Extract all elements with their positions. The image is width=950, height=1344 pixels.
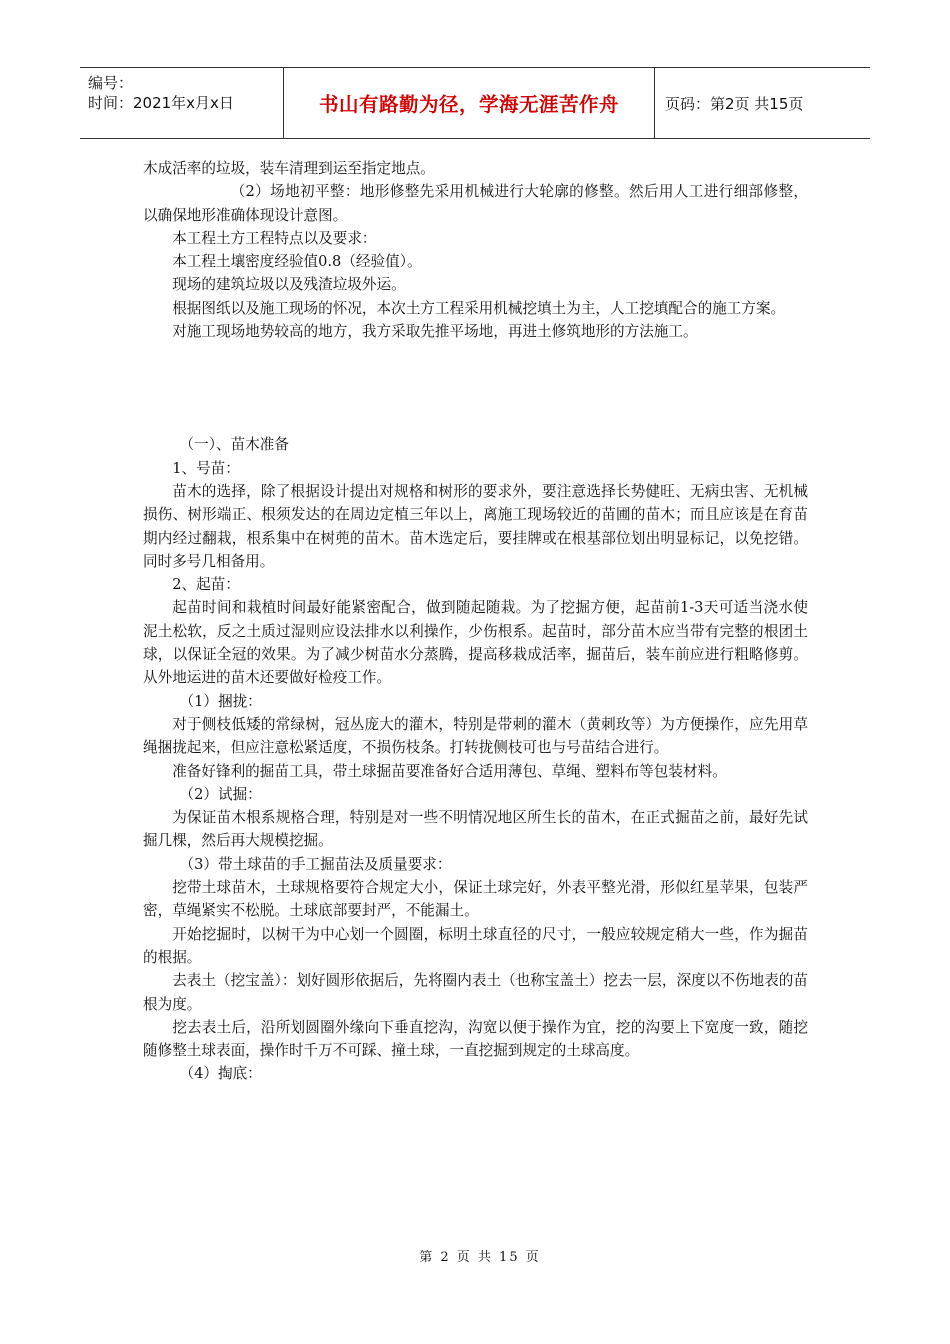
header-page-cell xyxy=(655,68,870,138)
paragraph: 现场的建筑垃圾以及残渣垃圾外运。 xyxy=(172,276,406,294)
paragraph: 根据图纸以及施工现场的怀况，本次土方工程采用机械挖填土为主，人工挖填配合的施工方案。 xyxy=(172,299,786,317)
subheading: （1）捆拢： xyxy=(179,692,262,710)
paragraph: 对施工现场地势较高的地方，我方采取先推平场地，再进土修筑地形的方法施工。 xyxy=(172,323,698,341)
header-page-info: 页码：第2页 共15页 xyxy=(665,94,804,113)
section-heading: （一）、苗木准备 xyxy=(179,436,289,454)
document-code-label: 编号： xyxy=(88,74,134,92)
subheading: 2、起苗： xyxy=(172,576,240,594)
paragraph: （2）场地初平整：地形修整先采用机械进行大轮廓的修整。然后用人工进行细部修整，以确保地形准确体现设计意图。 xyxy=(143,183,808,224)
subheading: （4）掏底： xyxy=(179,1065,262,1083)
paragraph: 本工程土方工程特点以及要求： xyxy=(172,229,377,247)
footer-page-number: 第 2 页 共 15 页 xyxy=(419,1250,541,1265)
paragraph: 苗木的选择，除了根据设计提出对规格和树形的要求外，要注意选择长势健旺、无病虫害、无机械损伤、树形端正、根须发达的在周边定植三年以上，离施工现场较近的苗圃的苗木；而且应该是在育苗期内经过翻栽，根系集中在树蔸的苗木。苗木选定后，要挂牌或在根基部位划出明显标记，以免挖错。同时多号几相备用。 xyxy=(143,482,808,570)
paragraph: 本工程土壤密度经验值0.8（经验值）。 xyxy=(172,253,422,271)
paragraph: 木成活率的垃圾，装车清理到运至指定地点。 xyxy=(143,160,435,177)
paragraph: 挖去表土后，沿所划圆圈外缘向下垂直挖沟，沟宽以便于操作为宜，挖的沟要上下宽度一致，随挖随修整土球表面，操作时千万不可踩、撞土球，一直挖掘到规定的土球高度。 xyxy=(143,1018,808,1060)
document-date: 时间：2021年x月x日 xyxy=(88,94,234,112)
paragraph: 去表土（挖宝盖）：划好圆形依据后，先将圈内表土（也称宝盖土）挖去一层，深度以不伤地表的苗根为度。 xyxy=(143,972,808,1013)
paragraph: 对于侧枝低矮的常绿树，冠丛庞大的灌木，特别是带刺的灌木（黄刺玫等）为方便操作，应先用草绳捆拢起来，但应注意松紧适度，不损伤枝条。打转拢侧枝可也与号苗结合进行。 xyxy=(143,715,808,757)
subheading: 1、号苗： xyxy=(172,459,240,477)
paragraph: 开始挖掘时，以树干为中心划一个圆圈，标明土球直径的尺寸，一般应较规定稍大一些，作为掘苗的根据。 xyxy=(143,925,808,966)
paragraph: 起苗时间和栽植时间最好能紧密配合，做到随起随栽。为了挖掘方便，起苗前1-3天可适当浇水使泥土松软，反之土质过湿则应设法排水以利操作，少伤根系。起苗时，部分苗木应当带有完整的根团土球，以保证全冠的效果。为了减少树苗水分蒸腾，提高移栽成活率，掘苗后，装车前应进行粗略修剪。从外地运进的苗木还要做好检疫工作。 xyxy=(143,599,808,687)
subheading: （2）试掘： xyxy=(179,785,262,803)
subheading: （3）带土球苗的手工掘苗法及质量要求： xyxy=(179,855,452,873)
header-motto: 书山有路勤为径，学海无涯苦作舟 xyxy=(318,93,619,116)
paragraph: 准备好锋利的掘苗工具，带土球掘苗要准备好合适用薄包、草绳、塑料布等包装材料。 xyxy=(172,762,727,780)
page-footer xyxy=(0,1246,950,1265)
header-left-cell xyxy=(80,68,280,138)
paragraph: 为保证苗木根系规格合理，特别是对一些不明情况地区所生长的苗木，在正式掘苗之前，最好先试掘几棵，然后再大规模挖掘。 xyxy=(143,809,808,850)
paragraph: 挖带土球苗木，土球规格要符合规定大小，保证土球完好，外表平整光滑，形似红星苹果，包装严密，草绳紧实不松脱。土球底部要封严，不能漏土。 xyxy=(143,879,808,920)
document-body xyxy=(143,157,808,1086)
header-motto-cell xyxy=(283,68,655,138)
blank-space xyxy=(143,343,808,414)
page-header xyxy=(80,67,870,139)
